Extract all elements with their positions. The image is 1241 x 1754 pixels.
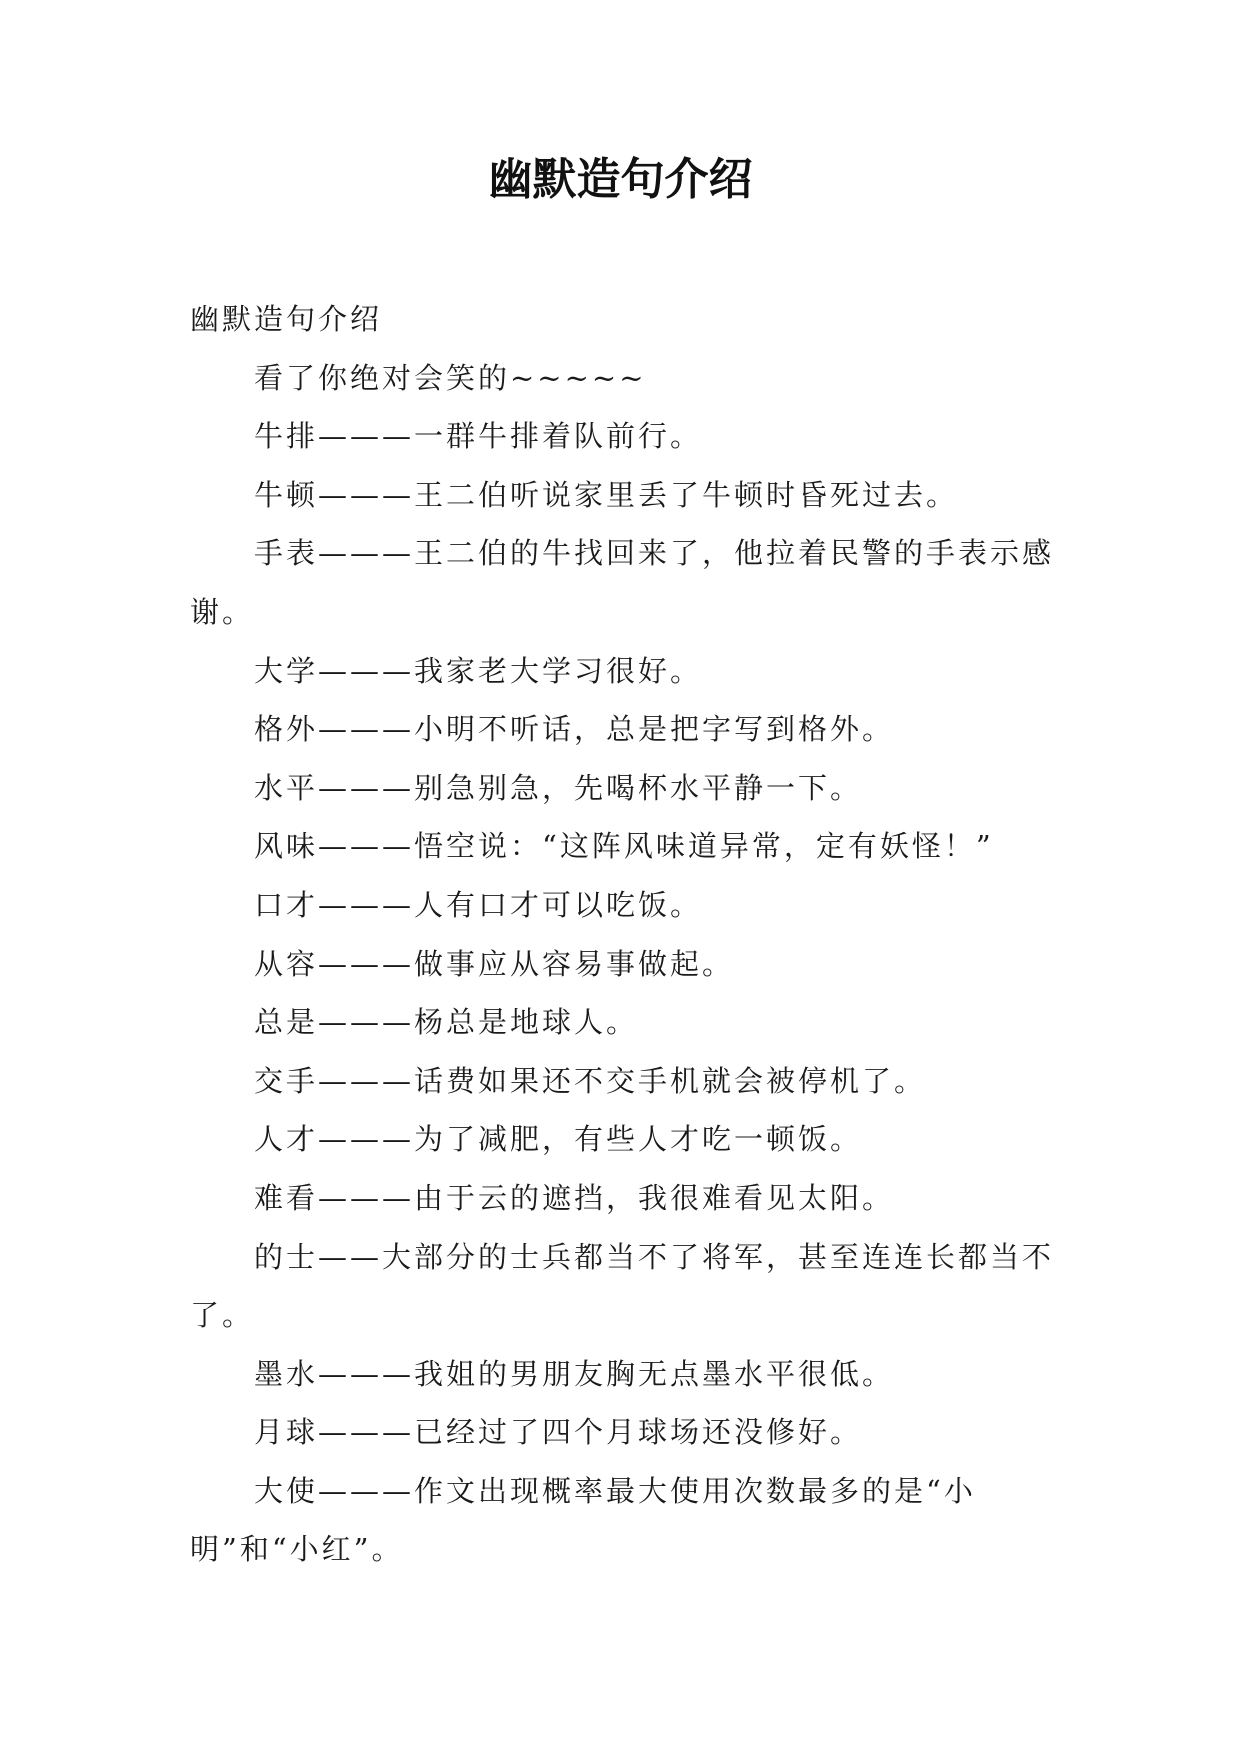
joke-paragraph: 手表———王二伯的牛找回来了，他拉着民警的手表示感谢。 bbox=[190, 536, 1055, 629]
joke-paragraph: 交手———话费如果还不交手机就会被停机了。 bbox=[254, 1063, 927, 1098]
joke-paragraph: 牛排———一群牛排着队前行。 bbox=[254, 419, 703, 454]
joke-paragraph: 难看———由于云的遮挡，我很难看见太阳。 bbox=[254, 1180, 895, 1215]
joke-paragraph: 风味———悟空说：“这阵风味道异常，定有妖怪！” bbox=[254, 829, 994, 864]
joke-paragraph: 牛顿———王二伯听说家里丢了牛顿时昏死过去。 bbox=[254, 477, 959, 512]
joke-paragraph: 人才———为了减肥，有些人才吃一顿饭。 bbox=[254, 1122, 863, 1157]
intro-paragraph: 看了你绝对会笑的~~~~~ bbox=[254, 360, 647, 395]
joke-paragraph: 格外———小明不听话，总是把字写到格外。 bbox=[254, 712, 895, 747]
joke-paragraph: 大学———我家老大学习很好。 bbox=[254, 653, 703, 688]
joke-paragraph: 月球———已经过了四个月球场还没修好。 bbox=[254, 1415, 863, 1450]
joke-paragraph: 口才———人有口才可以吃饭。 bbox=[254, 887, 703, 922]
section-heading: 幽默造句介绍 bbox=[190, 302, 383, 336]
joke-paragraph: 墨水———我姐的男朋友胸无点墨水平很低。 bbox=[254, 1356, 895, 1391]
joke-paragraph: 水平———别急别急，先喝杯水平静一下。 bbox=[254, 770, 863, 805]
document-body bbox=[190, 290, 1058, 1579]
page-title: 幽默造句介绍 bbox=[488, 154, 753, 205]
joke-paragraph: 从容———做事应从容易事做起。 bbox=[254, 946, 735, 981]
joke-paragraph: 的士——大部分的士兵都当不了将军，甚至连连长都当不了。 bbox=[190, 1239, 1055, 1333]
joke-paragraph: 总是———杨总是地球人。 bbox=[254, 1005, 639, 1040]
joke-paragraph: 大使———作文出现概率最大使用次数最多的是“小明”和“小红”。 bbox=[190, 1473, 976, 1567]
